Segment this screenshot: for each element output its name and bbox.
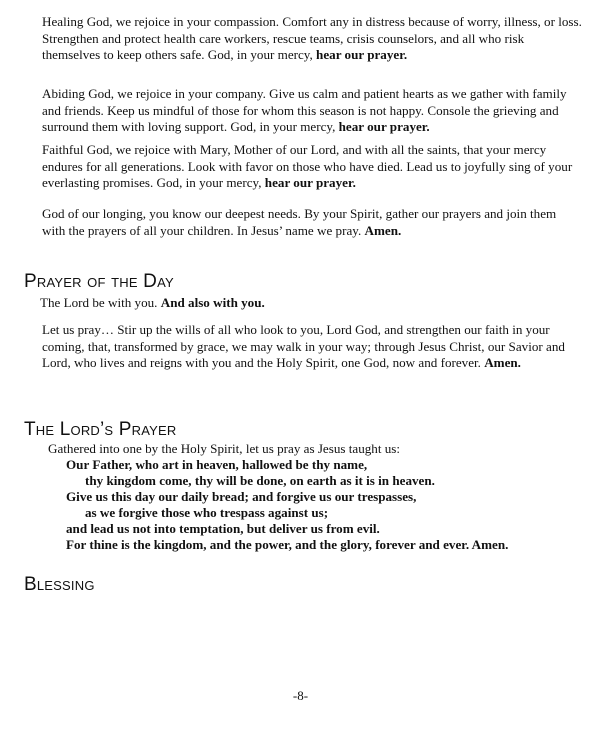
petition-response: hear our prayer. <box>316 47 408 62</box>
prayer-of-the-day-heading: Prayer of the Day <box>24 271 174 292</box>
lords-prayer-line: and lead us not into temptation, but deliver us from evil. <box>66 521 380 536</box>
prayer-of-the-day-text: Let us pray… Stir up the wills of all who look to you, Lord God, and strengthen our faith in your coming, that, transformed by grace, we may walk in your way; through Jesus Christ, our Savior and Lord, who lives and reigns with you and the Holy Spirit, one God, now and forever. Amen. <box>42 322 565 370</box>
greeting-response: And also with you. <box>160 295 265 310</box>
lords-prayer-line: For thine is the kingdom, and the power, and the glory, forever and ever. Amen. <box>66 537 509 552</box>
lords-prayer-line: Give us this day our daily bread; and forgive us our trespasses, <box>66 489 417 504</box>
petition-longing: God of our longing, you know our deepest needs. By your Spirit, gather our prayers and join them with the prayers of all your children. In Jesus’ name we pray. Amen. <box>42 206 557 238</box>
lords-prayer-heading: The Lord’s Prayer <box>24 419 177 440</box>
lords-prayer-intro: Gathered into one by the Holy Spirit, let us pray as Jesus taught us: <box>48 441 401 456</box>
petition-response: Amen. <box>364 222 402 238</box>
lords-prayer-line: Our Father, who art in heaven, hallowed be thy name, <box>66 457 368 472</box>
greeting-line: The Lord be with you. And also with you. <box>40 295 265 310</box>
page-number: -8- <box>292 688 309 703</box>
petition-response: hear our prayer. <box>264 175 356 190</box>
petition-faithful: Faithful God, we rejoice with Mary, Mother of our Lord, and with all the saints, that your mercy endures for all generations. Look with favor on those who have died. Lead us to joyfully sing of your everlasting promises. God, in your mercy, hear our prayer. <box>42 142 573 190</box>
lords-prayer-line: thy kingdom come, thy will be done, on earth as it is in heaven. <box>85 473 435 488</box>
blessing-heading: Blessing <box>24 574 95 595</box>
prayer-response: Amen. <box>484 355 521 370</box>
lords-prayer-line: as we forgive those who trespass against us; <box>85 505 329 520</box>
petition-healing: Healing God, we rejoice in your compassion. Comfort any in distress because of worry, illness, or loss. Strengthen and protect health care workers, rescue teams, crisis counselors, and all who risk themselves to keep others safe. God, in your mercy, hear our prayer. <box>42 14 582 62</box>
petition-abiding: Abiding God, we rejoice in your company. Give us calm and patient hearts as we gather with family and friends. Keep us mindful of those for whom this season is not happy. Console the grieving and surround them with loving support. God, in your mercy, hear our prayer. <box>42 86 567 134</box>
petition-response: hear our prayer. <box>338 119 430 134</box>
